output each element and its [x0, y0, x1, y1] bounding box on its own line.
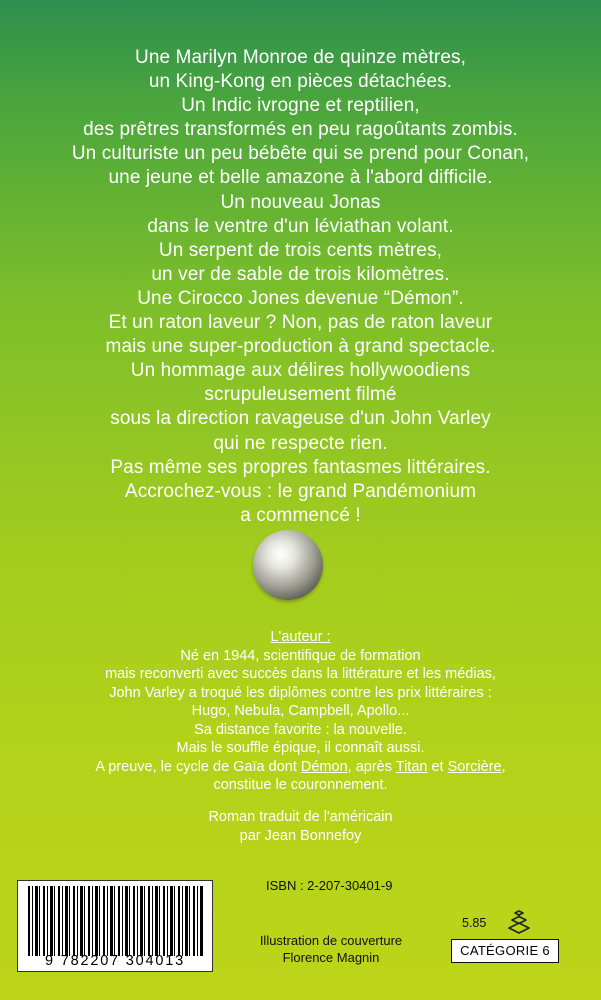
blurb-line: Et un raton laveur ? Non, pas de raton laveur [108, 312, 493, 334]
blurb-line: Pas même ses propres fantasmes littéraires. [110, 456, 491, 478]
barcode-bars-icon [28, 886, 204, 956]
price-code: 5.85 [462, 916, 487, 930]
blurb-line: Accrochez-vous : le grand Pandémonium [124, 480, 477, 502]
category-badge: CATÉGORIE 6 [451, 939, 559, 963]
blurb-line: sous la direction ravageuse d'un John Varley [110, 408, 491, 430]
book-title-demon: Démon [300, 758, 348, 775]
blurb-line: a commencé ! [240, 504, 361, 526]
cycle-text: A preuve, le cycle de Gaïa dont [95, 758, 301, 775]
book-title-titan: Titan [395, 758, 428, 775]
author-line: Hugo, Nebula, Campbell, Apollo... [191, 703, 410, 719]
back-cover-blurb [0, 46, 601, 528]
blurb-line: une jeune et belle amazone à l'abord difficile. [108, 167, 493, 189]
barcode-digits: 9 782207 304013 [45, 953, 185, 969]
stacked-books-icon [505, 908, 533, 936]
blurb-line: des prêtres transformés en peu ragoûtants zombis. [83, 119, 518, 141]
illustration-label: Illustration de couverture [259, 933, 403, 948]
author-line: Sa distance favorite : la nouvelle. [194, 721, 407, 738]
author-line: John Varley a troqué les diplômes contre les prix littéraires : [109, 684, 492, 701]
isbn-number: ISBN : 2-207-30401-9 [266, 878, 393, 893]
blurb-line: Un hommage aux délires hollywoodiens [130, 360, 471, 382]
blurb-line: Une Cirocco Jones devenue “Démon”. [137, 287, 464, 309]
blurb-line: Une Marilyn Monroe de quinze mètres, [135, 47, 466, 68]
translation-credit [0, 808, 601, 845]
cycle-text: , [501, 758, 506, 775]
blurb-line: un ver de sable de trois kilomètres. [151, 263, 450, 285]
blurb-line: qui ne respecte rien. [213, 432, 388, 454]
author-line: constitue le couronnement. [213, 777, 388, 793]
sphere-ornament-icon [253, 530, 323, 600]
blurb-line: Un Indic ivrogne et reptilien, [181, 95, 420, 117]
book-title-sorciere: Sorcière [447, 758, 502, 775]
blurb-line: Un culturiste un peu bébête qui se prend pour Conan, [71, 143, 530, 165]
author-bio [0, 628, 601, 795]
blurb-line: un King-Kong en pièces détachées. [148, 71, 453, 93]
translator-name: par Jean Bonnefoy [239, 827, 362, 844]
illustrator-name: Florence Magnin [282, 950, 380, 965]
author-line: Mais le souffle épique, il connaît aussi. [176, 740, 425, 756]
author-heading: L'auteur : [270, 629, 331, 645]
author-line: Né en 1944, scientifique de formation [180, 647, 421, 664]
cycle-text: et [427, 758, 448, 775]
cover-illustration-credit [236, 932, 426, 966]
blurb-line: scrupuleusement filmé [204, 384, 397, 406]
cycle-text: , après [347, 758, 396, 775]
blurb-line: Un nouveau Jonas [220, 191, 381, 213]
author-cycle-line [0, 758, 601, 777]
blurb-line: dans le ventre d'un léviathan volant. [147, 215, 454, 237]
blurb-line: mais une super-production à grand spectacle. [105, 336, 496, 358]
blurb-line: Un serpent de trois cents mètres, [158, 239, 443, 261]
barcode [17, 880, 213, 972]
author-line: mais reconverti avec succès dans la littérature et les médias, [105, 666, 496, 682]
translation-line: Roman traduit de l'américain [208, 809, 393, 825]
